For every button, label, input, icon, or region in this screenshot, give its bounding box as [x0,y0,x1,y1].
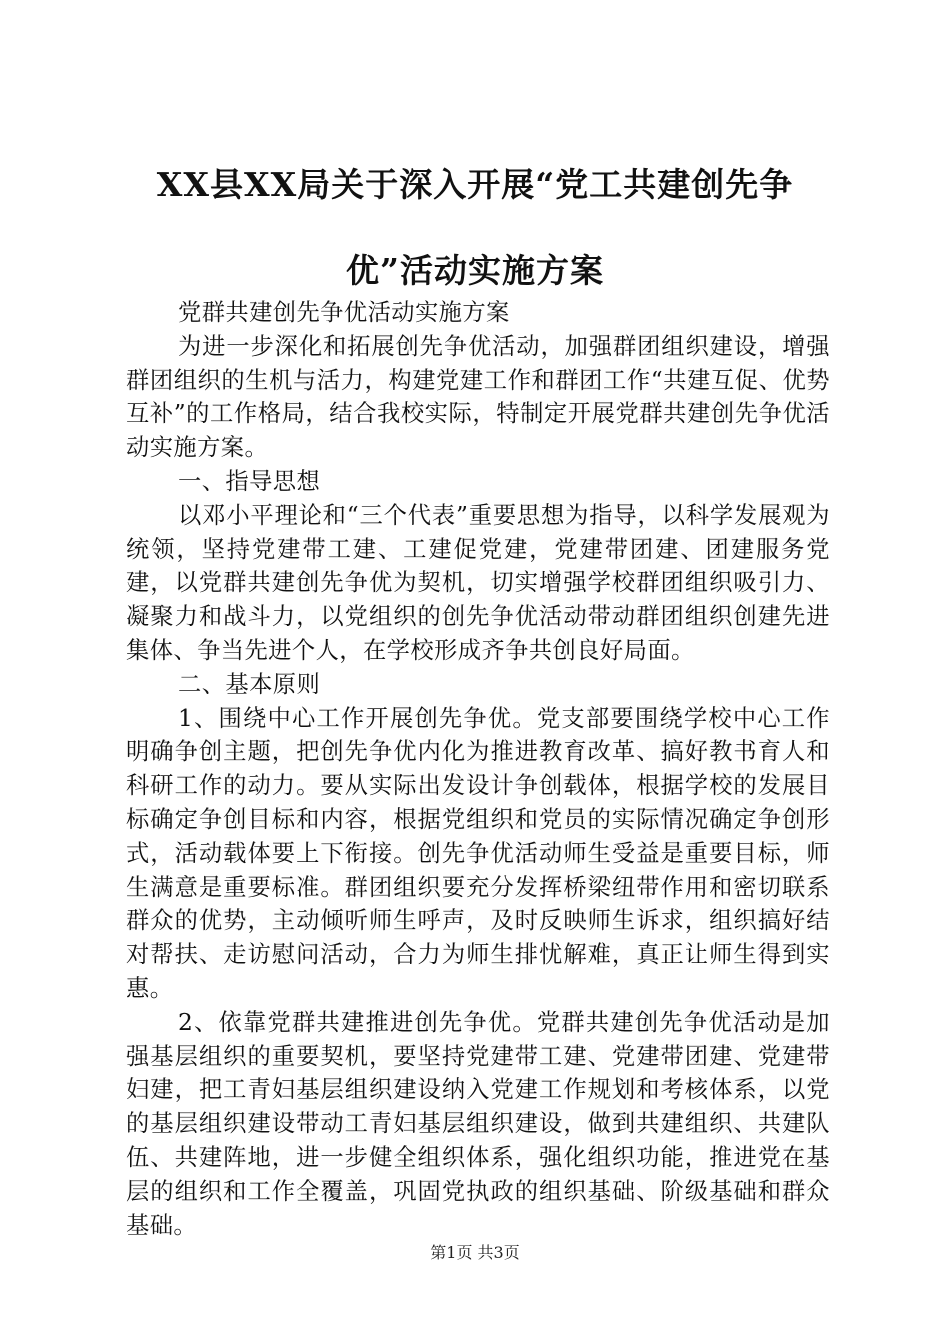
principle-1-paragraph: 1、围绕中心工作开展创先争优。党支部要围绕学校中心工作明确争创主题，把创先争优内化为推进教育改革、搞好教书育人和科研工作的动力。要从实际出发设计争创载体，根据学校的发展目标确定争创目标和内容，根据党组织和党员的实际情况确定争创形式，活动载体要上下衔接。创先争优活动师生受益是重要目标，师生满意是重要标准。群团组织要充分发挥桥梁纽带作用和密切联系群众的优势，主动倾听师生呼声，及时反映师生诉求，组织搞好结对帮扶、走访慰问活动，合力为师生排忧解难，真正让师生得到实惠。 [126,704,830,1002]
document-body [126,296,830,1242]
principle-2-paragraph: 2、依靠党群共建推进创先争优。党群共建创先争优活动是加强基层组织的重要契机，要坚持党建带工建、党建带团建、党建带妇建，把工青妇基层组织建设纳入党建工作规划和考核体系，以党的基层组织建设带动工青妇基层组织建设，做到共建组织、共建队伍、共建阵地，进一步健全组织体系，强化组织功能，推进党在基层的组织和工作全覆盖，巩固党执政的组织基础、阶级基础和群众基础。 [126,1008,830,1239]
intro-paragraph: 为进一步深化和拓展创先争优活动，加强群团组织建设，增强群团组织的生机与活力，构建党建工作和群团工作“共建互促、优势互补”的工作格局，结合我校实际，特制定开展党群共建创先争优活动实施方案。 [126,332,830,462]
guiding-ideology-paragraph: 以邓小平理论和“三个代表”重要思想为指导，以科学发展观为统领，坚持党建带工建、工建促党建，党建带团建、团建服务党建，以党群共建创先争优为契机，切实增强学校群团组织吸引力、凝聚力和战斗力，以党组织的创先争优活动带动群团组织创建先进集体、争当先进个人，在学校形成齐争共创良好局面。 [126,501,830,664]
section-heading-basic-principles: 二、基本原则 [178,670,321,698]
plan-subtitle: 党群共建创先争优活动实施方案 [178,299,510,326]
document-title-line-1: XX县XX局关于深入开展“党工共建创先争 [156,165,794,204]
document-title-line-2: 优”活动实施方案 [346,251,604,290]
page-number-footer: 第1页 共3页 [430,1243,520,1262]
section-heading-guiding-ideology: 一、指导思想 [178,467,321,495]
